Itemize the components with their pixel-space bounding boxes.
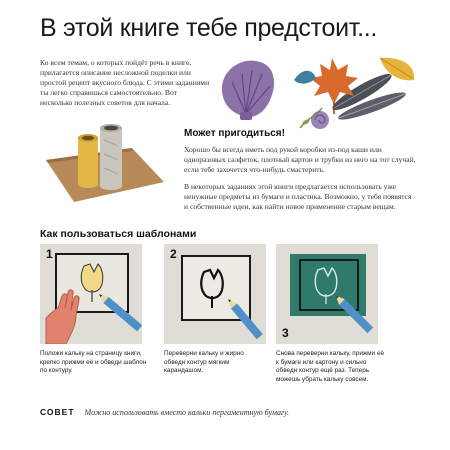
useful-paragraph-1: Хорошо бы всегда иметь под рукой коробки из-под каши или одноразовых салфеток, плотный картон и трубки из него на тот случай, если тебе захочется что-нибудь смастерить.: [184, 145, 416, 174]
step-1-number: 1: [46, 247, 53, 261]
tip: [40, 407, 289, 417]
tracing-illustration-2: [164, 244, 266, 344]
step-2-caption: Переверни кальку и жирно обведи контур мягким карандашом.: [164, 350, 244, 374]
intro-text: Ко всем темам, о которых пойдёт речь в книге, прилагается описание несложной поделки или простой рецепт вкусного блюда. С этими заданиями ты легко справишься самостоятельно. Вот несколько полезных советов для начала.: [40, 58, 210, 107]
cardboard-tubes-illustration: [40, 120, 168, 212]
step-2-panel: [164, 244, 266, 344]
step-2-number: 2: [170, 247, 177, 261]
step-1-caption: Положи кальку на страницу книги, крепко прижми её и обведи шаблон по контуру.: [40, 350, 147, 374]
step-3-panel: [276, 244, 378, 344]
page-title: В этой книге тебе предстоит...: [40, 14, 378, 42]
tracing-illustration-3: [276, 244, 378, 344]
templates-heading: Как пользоваться шаблонами: [40, 228, 197, 240]
step-3-number: 3: [282, 326, 289, 340]
step-3-caption: Снова переверни кальку, прижми её к бумаге или картону и сильно обведи контур ещё раз. Теперь можешь убрать кальку совсем.: [276, 350, 385, 383]
leaf-collage-illustration: [212, 52, 422, 134]
tip-label: СОВЕТ: [40, 407, 75, 417]
tip-text: Можно использовать вместо кальки пергаментную бумагу.: [84, 408, 290, 417]
useful-heading: Может пригодиться!: [184, 128, 285, 139]
step-1-panel: [40, 244, 142, 344]
useful-paragraph-2: В некоторых заданиях этой книги предлагается использовать уже ненужные предметы из бумаги и пластика. Возможно, у тебя появятся и собственные идеи, как найти новое применение старым вещам.: [184, 182, 412, 211]
tracing-hand-illustration: [40, 244, 142, 344]
